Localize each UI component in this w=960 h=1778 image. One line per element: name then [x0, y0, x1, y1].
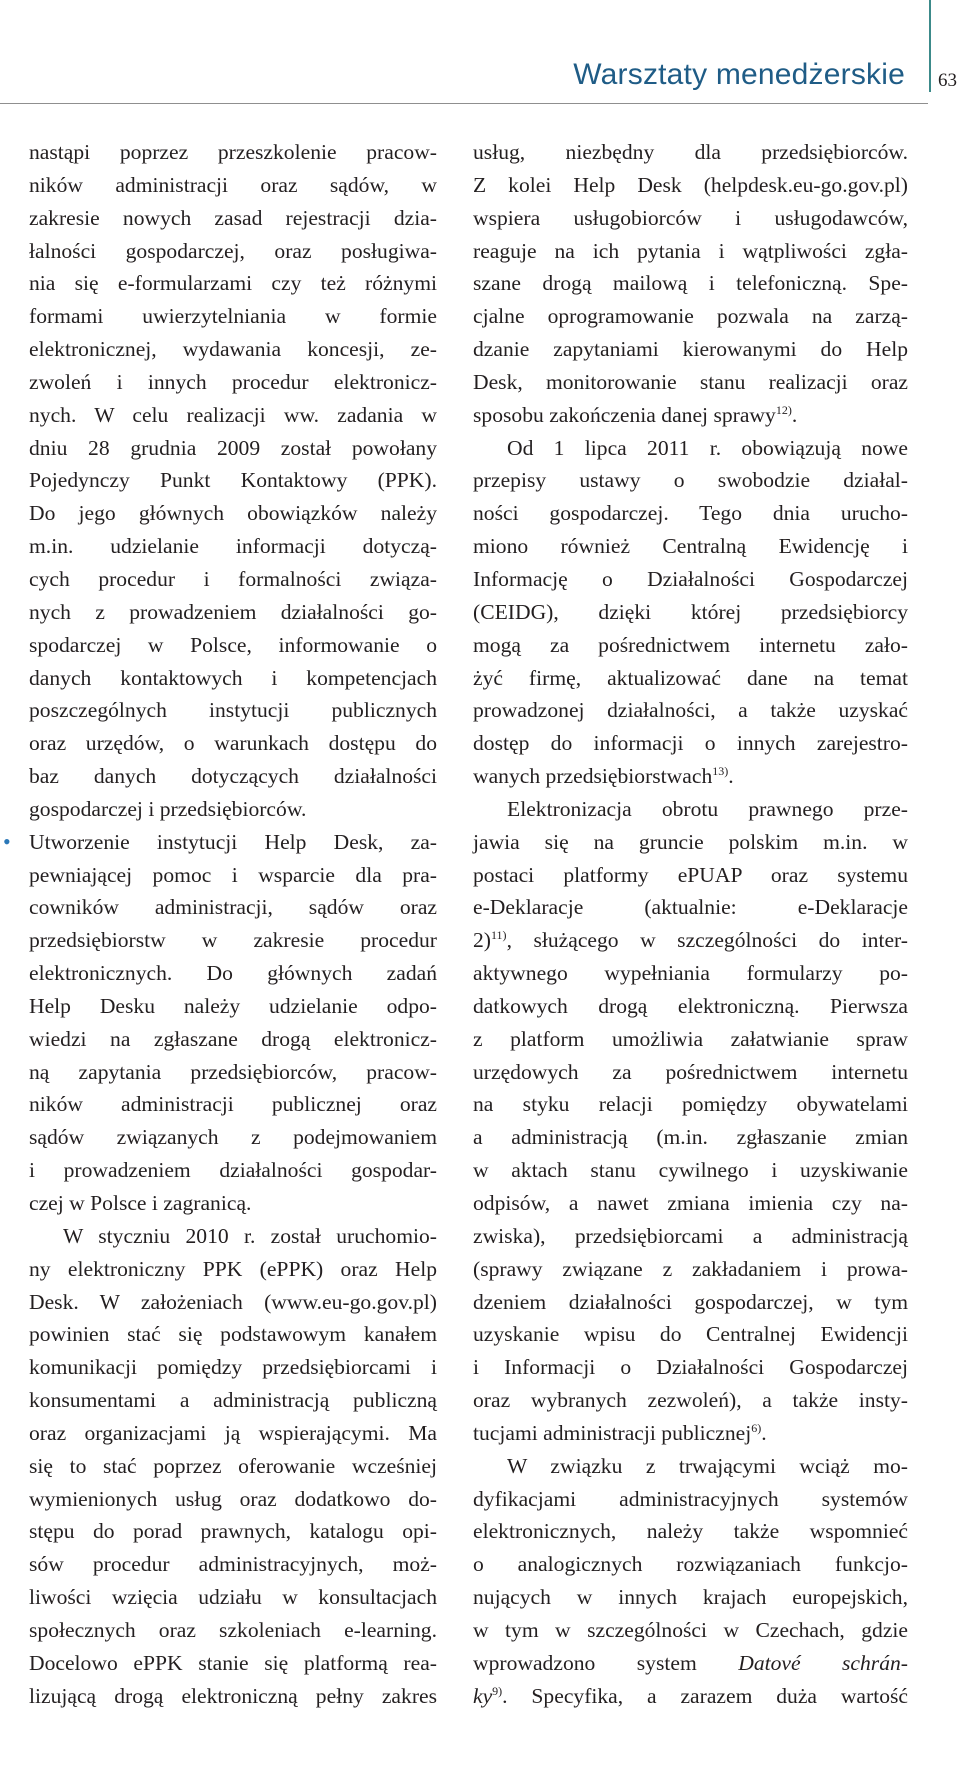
text-line: czej w Polsce i zagranicą.	[29, 1191, 252, 1215]
text-line: aktywnego wypełniania formularzy po-	[473, 961, 908, 986]
text-line: odpisów, a nawet zmiana imienia czy na-	[473, 1191, 908, 1215]
left-paragraph-1	[29, 136, 437, 826]
italic-term: ky	[473, 1683, 493, 1708]
text-line: dzeniem działalności gospodarczej, w tym	[473, 1289, 908, 1314]
running-title: Warsztaty menedżerskie	[573, 58, 905, 91]
text-line: cowników administracji, sądów oraz	[29, 895, 437, 920]
text-line: stępu do porad prawnych, katalogu opi-	[29, 1519, 437, 1544]
text-line: urzędowych za pośrednictwem internetu	[473, 1059, 908, 1084]
text-line: Pojedynczy Punkt Kontaktowy (PPK).	[29, 468, 437, 493]
text-line: cych procedur i formalności związa-	[29, 566, 437, 591]
text-line: usług, niezbędny dla przedsiębiorców.	[473, 140, 908, 164]
footnote-ref: 13)	[712, 763, 729, 778]
bullet-icon: •	[3, 828, 11, 854]
text-line: konsumentami a administracją publiczną	[29, 1388, 437, 1413]
text-line: nujących w innych krajach europejskich,	[473, 1585, 908, 1610]
text-line: na styku relacji pomiędzy obywatelami	[473, 1092, 908, 1117]
text-run: wanych przedsiębiorstwach	[473, 764, 713, 789]
text-line: przedsiębiorstw w zakresie procedur	[29, 928, 437, 953]
bullet-item-help-desk	[3, 826, 437, 1220]
text-line: w tym w szczególności w Czechach, gdzie	[473, 1617, 908, 1642]
text-line: oraz wybranych zezwoleń), a także insty-	[473, 1388, 908, 1413]
text-line: reaguje na ich pytania i wątpliwości zgła-	[473, 238, 908, 263]
text-line: oraz organizacjami ją wspierającymi. Ma	[29, 1420, 437, 1445]
text-line: miono również Centralną Ewidencję i	[473, 534, 908, 559]
text-line: W związku z trwającymi wciąż mo-	[507, 1453, 908, 1478]
text-line: wspiera usługobiorców i usługodawców,	[473, 205, 908, 230]
text-run: wprowadzono system	[473, 1650, 739, 1675]
right-paragraph-4	[473, 1450, 908, 1713]
right-p3-footnote-line	[473, 924, 908, 957]
text-line: e-Deklaracje (aktualnie: e-Deklaracje	[473, 895, 908, 920]
text-line: sów procedur administracyjnych, moż-	[29, 1552, 437, 1577]
text-line: komunikacji pomiędzy przedsiębiorcami i	[29, 1355, 437, 1380]
text-line: zakresie nowych zasad rejestracji dzia-	[29, 205, 437, 230]
text-line: dzanie zapytaniami kierowanymi do Help	[473, 337, 908, 362]
text-line: sądów związanych z podejmowaniem	[29, 1125, 437, 1150]
text-line: zwiska), przedsiębiorcami a administracją	[473, 1223, 908, 1248]
text-line: ności gospodarczej. Tego dnia urucho-	[473, 501, 908, 526]
text-line: wymienionych usług oraz dodatkowo do-	[29, 1486, 437, 1511]
text-line: ną zapytania przedsiębiorców, pracow-	[29, 1059, 437, 1084]
text-line: postaci platformy ePUAP oraz systemu	[473, 862, 908, 887]
text-line: Elektronizacja obrotu prawnego prze-	[507, 796, 908, 821]
footnote-ref: 9)	[492, 1683, 503, 1698]
text-line: lizującą drogą elektroniczną pełny zakres	[29, 1683, 437, 1708]
text-line: Docelowo ePPK stanie się platformą rea-	[29, 1650, 437, 1675]
text-line: dniu 28 grudnia 2009 został powołany	[29, 435, 437, 460]
right-p2-last-line	[473, 760, 908, 793]
text-line: dostęp do informacji o innych zarejestro-	[473, 731, 908, 756]
right-paragraph-2	[473, 432, 908, 793]
text-line: nych. W celu realizacji ww. zadania w	[29, 402, 437, 427]
text-line: (sprawy związane z zakładaniem i prowa-	[473, 1256, 908, 1281]
text-line: ny elektroniczny PPK (ePPK) oraz Help	[29, 1256, 437, 1281]
text-line: Do jego głównych obowiązków należy	[29, 501, 437, 526]
text-line: W styczniu 2010 r. został uruchomio-	[63, 1223, 437, 1248]
text-run: sposobu zakończenia danej sprawy	[473, 402, 776, 427]
text-line: żyć firmę, aktualizować dane na temat	[473, 665, 908, 690]
page-number: 63	[938, 70, 957, 91]
text-line: poszczególnych instytucji publicznych	[29, 698, 437, 723]
text-line: zwoleń i innych procedur elektronicz-	[29, 369, 437, 394]
right-p1-last-line	[473, 399, 908, 432]
text-line: mogą za pośrednictwem internetu zało-	[473, 632, 908, 657]
text-line: i Informacji o Działalności Gospodarczej	[473, 1355, 908, 1380]
text-run: .	[761, 1420, 767, 1445]
right-paragraph-1	[473, 136, 908, 432]
text-line: Desk, monitorowanie stanu realizacji oraz	[473, 369, 908, 394]
right-column	[473, 136, 908, 1713]
text-line: Utworzenie instytucji Help Desk, za-	[29, 829, 437, 854]
text-line: spodarczej w Polsce, informowanie o	[29, 632, 437, 657]
italic-term: Datové schrán-	[738, 1650, 908, 1675]
footnote-ref: 11)	[491, 928, 507, 943]
text-line: ników administracji oraz sądów, w	[29, 172, 437, 197]
text-line: m.in. udzielanie informacji dotyczą-	[29, 534, 437, 559]
text-line: powinien stać się podstawowym kanałem	[29, 1322, 437, 1347]
text-line: formami uwierzytelniania w formie	[29, 304, 437, 329]
left-column	[3, 136, 437, 1713]
text-run: .	[791, 402, 798, 427]
text-line: Od 1 lipca 2011 r. obowiązują nowe	[507, 435, 908, 460]
text-line: uzyskanie wpisu do Centralnej Ewidencji	[473, 1322, 908, 1347]
text-line: społecznych oraz szkoleniach e-learning.	[29, 1617, 437, 1642]
text-line: (CEIDG), dzięki której przedsiębiorcy	[473, 599, 908, 624]
text-line: oraz urzędów, o warunkach dostępu do	[29, 731, 437, 756]
text-run: .	[728, 764, 734, 789]
text-run: . Specyfika, a zarazem duża wartość	[502, 1683, 908, 1708]
text-line: szane drogą mailową i telefoniczną. Spe-	[473, 271, 908, 296]
text-line: nastąpi poprzez przeszkolenie pracow-	[29, 140, 437, 164]
right-p3-last-line	[473, 1417, 908, 1450]
text-line: danych kontaktowych i kompetencjach	[29, 665, 437, 690]
bullet-text	[29, 826, 437, 1220]
text-line: dyfikacjami administracyjnych systemów	[473, 1486, 908, 1511]
right-p4-italic-line	[473, 1647, 908, 1680]
footnote-ref: 6)	[751, 1420, 762, 1435]
text-run: 2)	[473, 928, 491, 953]
text-line: Z kolei Help Desk (helpdesk.eu-go.gov.pl)	[473, 172, 908, 197]
text-line: cjalne oprogramowanie pozwala na zarzą-	[473, 304, 908, 329]
text-line: jawia się na gruncie polskim m.in. w	[473, 829, 908, 854]
text-line: gospodarczej i przedsiębiorców.	[29, 796, 307, 821]
text-line: nych z prowadzeniem działalności go-	[29, 599, 437, 624]
text-line: Help Desku należy udzielanie odpo-	[29, 993, 437, 1018]
text-line: liwości wzięcia udziału w konsultacjach	[29, 1585, 437, 1610]
text-run: , służącego w szczególności do inter-	[506, 928, 908, 953]
text-line: i prowadzeniem działalności gospodar-	[29, 1158, 437, 1183]
text-line: nia się e-formularzami czy też różnymi	[29, 271, 437, 296]
left-paragraph-2	[29, 1220, 437, 1713]
right-paragraph-3	[473, 793, 908, 1450]
text-line: przepisy ustawy o swobodzie działal-	[473, 468, 908, 493]
text-line: o analogicznych rozwiązaniach funkcjo-	[473, 1552, 908, 1577]
text-line: w aktach stanu cywilnego i uzyskiwanie	[473, 1158, 908, 1183]
footnote-ref: 12)	[775, 402, 792, 417]
text-line: elektronicznych, należy także wspomnieć	[473, 1519, 908, 1544]
text-line: datkowych drogą elektroniczną. Pierwsza	[473, 993, 908, 1018]
text-line: elektronicznej, wydawania koncesji, ze-	[29, 337, 437, 362]
right-p4-last-line	[473, 1680, 908, 1713]
text-line: łalności gospodarczej, oraz posługiwa-	[29, 238, 437, 263]
text-line: elektronicznych. Do głównych zadań	[29, 961, 437, 986]
text-line: baz danych dotyczących działalności	[29, 764, 437, 789]
text-line: wiedzi na zgłaszane drogą elektronicz-	[29, 1026, 437, 1051]
text-line: pewniającej pomoc i wsparcie dla pra-	[29, 862, 437, 887]
header-rule	[0, 103, 928, 104]
text-line: z platform umożliwia załatwianie spraw	[473, 1026, 908, 1051]
text-line: Desk. W założeniach (www.eu-go.gov.pl)	[29, 1289, 437, 1314]
page-number-rule	[929, 0, 931, 92]
text-line: się to stać poprzez oferowanie wcześniej	[29, 1453, 437, 1478]
text-line: a administracją (m.in. zgłaszanie zmian	[473, 1125, 908, 1150]
text-run: tucjami administracji publicznej	[473, 1420, 752, 1445]
text-line: prowadzonej działalności, a także uzyskać	[473, 698, 908, 723]
page-header	[0, 0, 960, 110]
text-line: ników administracji publicznej oraz	[29, 1092, 437, 1117]
text-line: Informację o Działalności Gospodarczej	[473, 566, 908, 591]
